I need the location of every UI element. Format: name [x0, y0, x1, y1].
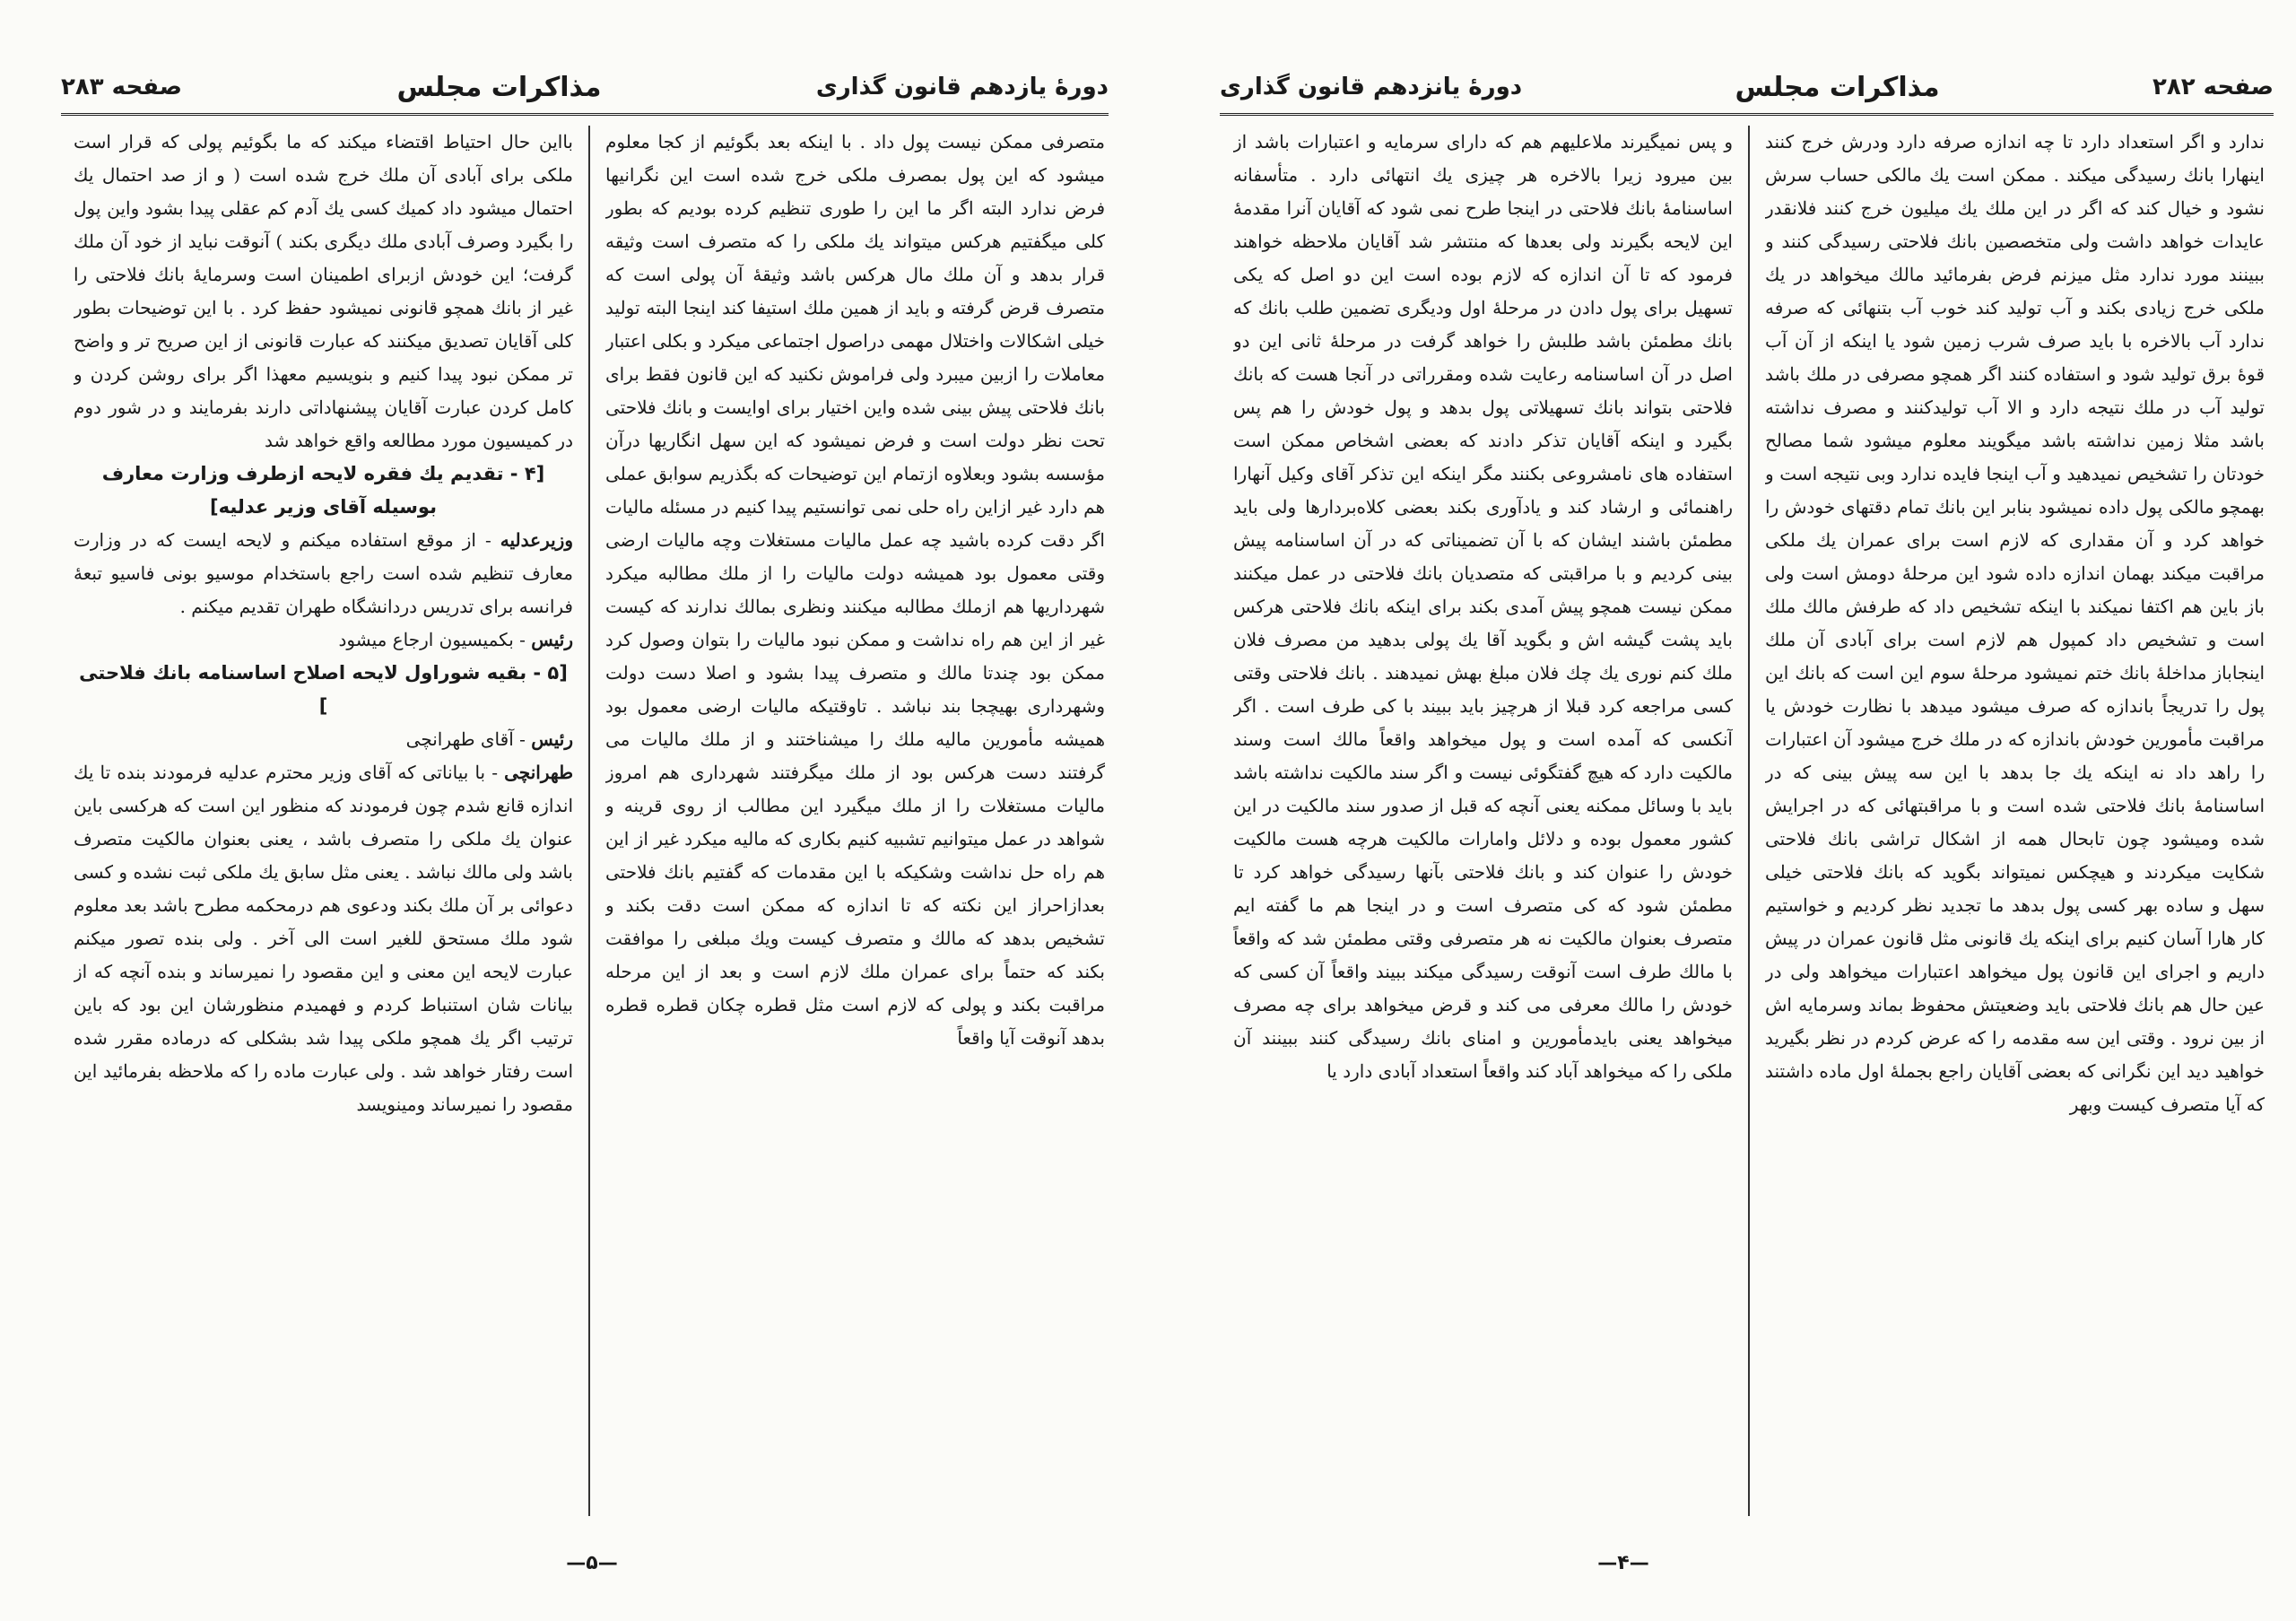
- speech-paragraph: [74, 756, 573, 1121]
- speech-text: - آقای طهرانچی: [405, 728, 532, 750]
- journal-title: مذاکرات مجلس: [396, 71, 602, 103]
- paragraph: ندارد و اگر استعداد دارد تا چه اندازه صرفه دارد ودرش خرج کنند اینهارا بانك رسیدگی میکند . ممکن است یك مالکی حساب سرش نشود و خیال کند که اگر در این ملك یك میلیون خرج کنند فلانقدر عایدات خواهد داشت ولی متخصصین بانك فلاحتی رسیدگی کنند و ببینند مورد ندارد مثل میزنم فرض بفرمائید مالك میخواهد در یك ملکی خرج زیادی بکند و آب تولید کند خوب آب بتنهائی که صرفه ندارد آب بالاخره با باید صرف شرب زمین شود یا اینکه از آن آب قوهٔ برق تولید شود و استفاده کنند اگر همچو مصرفی در ملك باشد تولید آب در ملك نتیجه دارد و الا آب تولیدکنند و مصرف نداشته باشد مثلا زمین نداشته باشد میگویند معلوم میشود شما مصالح خودتان را تشخیص نمیدهید و آب اینجا فایده ندارد وبی نتیجه است و بهمچو مالکی پول داده نمیشود بنابر این بانك تمام دقتهای خودش را خواهد کرد و آن مقداری که لازم است برای عمران یك ملکی مراقبت میکند بهمان اندازه داده شود این مرحلهٔ دومش است ولی باز باین هم اکتفا نمیکند با اینکه تشخیص داد که طرفش مالك ملك است و تشخیص داد کمپول هم لازم است برای آبادی آن ملك اینجاباز مداخلهٔ بانك ختم نمیشود مرحلهٔ سوم این است که بانك این پول را تدریجاً باندازه که صرف میشود میدهد با نظارت خودش یا مراقبت مأمورین خودش باندازه که در ملك خرج میشود آن اعتبارات را راهد داد نه اینکه یك جا بدهد با این سه پیش بینی که در اساسنامهٔ بانك فلاحتی شده است و با مراقبتهائی که در اجرایش شده ومیشود چون تابحال همه از اشکال تراشی بانك فلاحتی شکایت میکردند و هیچکس نمیتواند بگوید که بانك فلاحتی خیلی سهل و ساده بهر کسی پول بدهد ما تجدید نظر کردیم و خواستیم کار هارا آسان کنیم برای اینکه یك قانونی مثل قانون عمران در پیش داریم و اجرای این قانون پول میخواهد اعتبارات میخواهد ولی در عین حال هم بانك فلاحتی باید وضعیتش محفوظ بماند وسرمایه اش از بین نرود . وقتی این سه مقدمه را که عرض کردم در نظر بگیرید خواهید دید این نگرانی که بعضی آقایان راجع بجملهٔ اول ماده داشتند که آیا متصرف کیست وبهر: [1765, 131, 2265, 1115]
- page-number: صفحه ۲۸۲: [2152, 74, 2274, 100]
- speaker-name: رئیس: [531, 629, 573, 650]
- speech-text: - بکمیسیون ارجاع میشود: [338, 629, 532, 650]
- journal-title: مذاکرات مجلس: [1735, 71, 1940, 103]
- text-column: [1765, 126, 2265, 1525]
- series-title: دورهٔ یانزدهم قانون گذاری: [1220, 74, 1523, 100]
- speech-paragraph: [74, 723, 573, 756]
- paragraph: متصرفی ممکن نیست پول داد . با اینکه بعد بگوئیم از کجا معلوم میشود که این پول بمصرف ملکی خرج شده است این نگرانیها فرض ندارد البته اگر ما این را طوری تنظیم کرده بودیم که بطور کلی میگفتیم هرکس میتواند یك ملکی را که متصرف است وثیقه قرار بدهد و آن ملك مال هرکس باشد وثیقهٔ آن پولی است که متصرف قرض گرفته و باید از همین ملك استیفا کند اینجا البته تولید خیلی اشکالات واختلال مهمی دراصول اجتماعی میکرد و بکلی اعتبار معاملات را ازبین میبرد ولی فراموش نکنید که این قانون فقط برای بانك فلاحتی پیش بینی شده واین اختیار برای اوایست و بانك فلاحتی تحت نظر دولت است و فرض نمیشود که این سهل انگاریها درآن مؤسسه بشود وبعلاوه ازتمام این توضیحات که بگذریم سوابق عملی هم دارد غیر ازاین راه حلی نمی توانستیم پیدا کنیم در مسئله مالیات اگر دقت کرده باشید چه عمل مالیات مستغلات وچه مالیات ارضی وقتی معمول بود همیشه دولت مالیات را از ملك مطالبه میکرد شهرداریها هم ازملك مطالبه میکنند ونظری بمالك ندارند که کیست غیر از این هم راه نداشت و ممکن نبود مالیات را بتوان وصول کرد ممکن بود چندتا مالك و متصرف پیدا بشود و اصلا دست دولت وشهرداری بهیچجا بند نباشد . تاوقتیکه مالیات ارضی معمول بود همیشه مأمورین مالیه ملك را میشناختند و از ملك مالیات می گرفتند دست هرکس بود از ملك میگرفتند شهرداری هم امروز مالیات مستغلات را از ملك میگیرد این مطالب از روی قرینه و شواهد در عمل میتوانیم تشبیه کنیم بکاری که مالیه میکرد غیر از این هم راه حل نداشت وشکیکه با این مقدمات که گفتیم بانك فلاحتی بعدازاحراز این نکته که تا اندازه که ممکن است دقت بکند و تشخیص بدهد که مالك و متصرف کیست ویك مبلغی را موافقت بکند که حتماً برای عمران ملك لازم است و بعد از این مرحله مراقبت بکند و پولی که لازم است مثل قطره چکان قطره قطره بدهد آنوقت آیا واقعاً: [605, 131, 1105, 1049]
- text-columns: [74, 126, 1105, 1525]
- paragraph: بااین حال احتیاط اقتضاء میکند که ما بگوئیم پولی که قرار است ملکی برای آبادی آن ملك خرج شده است ( و از صد احتمال یك احتمال میشود داد کمیك کسی یك آدم کم عقلی پیدا بشود واین پول را بگیرد وصرف آبادی ملك دیگری بکند ) آنوقت نباید از خود آن ملك گرفت؛ این خودش ازبرای اطمینان است وسرمایهٔ بانك فلاحتی را غیر از بانك همچو قانونی نمیشود حفظ کرد . با این توضیحات بطور کلی آقایان تصدیق میکنند که عبارت قانونی از این صریح تر و واضح تر ممکن نبود پیدا کنیم و بنویسیم معهذا اگر برای روشن کردن و کامل کردن عبارت آقایان پیشنهاداتی دارند بفرمایند و در شور دوم در کمیسیون مورد مطالعه واقع خواهد شد: [74, 131, 573, 451]
- speech-paragraph: [74, 524, 573, 623]
- series-title: دورهٔ یازدهم قانون گذاری: [815, 74, 1109, 100]
- speaker-name: وزیرعدلیه: [500, 529, 573, 551]
- speech-text: - با بیاناتی که آقای وزیر محترم عدلیه فرمودند بنده تا یك اندازه قانع شدم چون فرمودند که منظور این است که هرکسی باین عنوان یك ملکی را متصرف باشد ، یعنی بعنوان مالکیت متصرف باشد ولی مالك نباشد . یعنی مثل سابق یك ملکی ثبت نشده و کسی دعوائی بر آن ملك بکند ودعوی هم درمحکمه مطرح باشد بعد معلوم شود ملك مستحق للغیر است الی آخر . ولی بنده تصور میکنم عبارت لایحه این معنی و این مقصود را نمیرساند و بنده آنچه که از بیانات شان استنباط کردم و فهمیدم منظورشان این بود که باین ترتیب اگر یك همچو ملکی پیدا شد بشکلی که درماده مقرر شده است رفتار خواهد شد . ولی عبارت ماده را که ملاحظه بفرمائید این مقصود را نمیرساند ومینویسد: [74, 762, 573, 1115]
- page-header: [61, 61, 1109, 116]
- speech-text: - از موقع استفاده میکنم و لایحه ایست که در وزارت معارف تنظیم شده است راجع باستخدام موسیو بونی فاسیو تبعهٔ فرانسه برای تدریس دردانشگاه طهران تقدیم میکنم .: [74, 529, 573, 617]
- paragraph: و پس نمیگیرند ملاعلیهم هم که دارای سرمایه و اعتبارات باشد از بین میرود زیرا بالاخره هر چیزی یك انتهائی دارد . متأسفانه اساسنامهٔ بانك فلاحتی در اینجا طرح نمی شود که آقایان آنرا مقدمهٔ این لایحه بگیرند ولی بعدها که منتشر شد آقایان ملاحظه خواهند فرمود که تا آن اندازه که لازم بوده است این دو اصل که یکی تسهیل برای پول دادن در مرحلهٔ اول ودیگری تضمین طلب بانك که بانك مطمئن باشد طلبش را خواهد گرفت در مرحلهٔ ثانی این دو اصل در آن اساسنامه رعایت شده ومقرراتی در آنجا هست که بانك فلاحتی بتواند بانك تسهیلاتی پول بدهد و پول خودش را هم پس بگیرد و اینکه آقایان تذکر دادند که بعضی اشخاص ممکن است استفاده های نامشروعی بکنند مگر اینکه این تذکر آقای وکیل آنهارا راهنمائی و ارشاد کند و یادآوری بکند بعضی کلاه‌بردارها ولی باید مطمئن باشند ایشان که با آن تضمیناتی که در آن اساسنامه پیش بینی کردیم و با مراقبتی که متصدیان بانك فلاحتی در عمل میکنند ممکن نیست همچو پیش آمدی بکند برای اینکه بانك فلاحتی هرکس باید پشت گیشه اش و بگوید آقا یك پولی بدهید من مصرف فلان ملك کنم نوری یك چك فلان مبلغ بهش نمیدهند . بانك فلاحتی وقتی کسی مراجعه کرد قبلا از هرچیز باید ببیند با کی طرف است . اگر آنکسی که آمده است و پول میخواهد واقعاً مالك است وسند مالکیت دارد که هیچ گفتگوئی نیست و اگر سند مالکیت نداشته باشد باید با وسائل ممکنه یعنی آنچه که قبل از صدور سند مالکیت در این کشور معمول بوده و دلائل وامارات مالکیت هرچه هست مالکیت خودش را عنوان کند و بانك فلاحتی بآنها رسیدگی خواهد کرد تا مطمئن شود که کی متصرف است و در اینجا هم ما گفته ایم متصرف بعنوان مالکیت نه هر متصرفی وقتی مطمئن شد که واقعاً با مالك طرف است آنوقت رسیدگی میکند ببیند واقعاً آن کسی که خودش را مالك معرفی می کند و قرض میخواهد برای چه مصرف میخواهد یعنی بایدمأمورین و امنای بانك رسیدگی کنند ببینند آن ملکی را که میخواهد آباد کند واقعاً استعداد آبادی دارد یا: [1233, 131, 1733, 1082]
- right-page: [1148, 0, 2296, 1621]
- page-header: [1220, 61, 2274, 116]
- page-number: صفحه ۲۸۳: [61, 74, 183, 100]
- text-column: [1233, 126, 1733, 1525]
- agenda-item-title: [۵ - بقیه شوراول لایحه اصلاح اساسنامه بانك فلاحتی ]: [79, 662, 568, 717]
- agenda-item-title: [۴ - تقدیم یك فقره لایحه ازطرف وزارت معارف بوسیله آقای وزیر عدلیه]: [101, 463, 545, 518]
- text-columns: [1233, 126, 2265, 1525]
- speaker-name: رئیس: [531, 728, 573, 750]
- text-column: [605, 126, 1105, 1525]
- speaker-name: طهرانچی: [504, 762, 573, 783]
- text-column: [74, 126, 573, 1525]
- page-footer-number: —۵—: [566, 1552, 618, 1574]
- speech-paragraph: [74, 623, 573, 657]
- page-footer-number: —۴—: [1597, 1552, 1649, 1574]
